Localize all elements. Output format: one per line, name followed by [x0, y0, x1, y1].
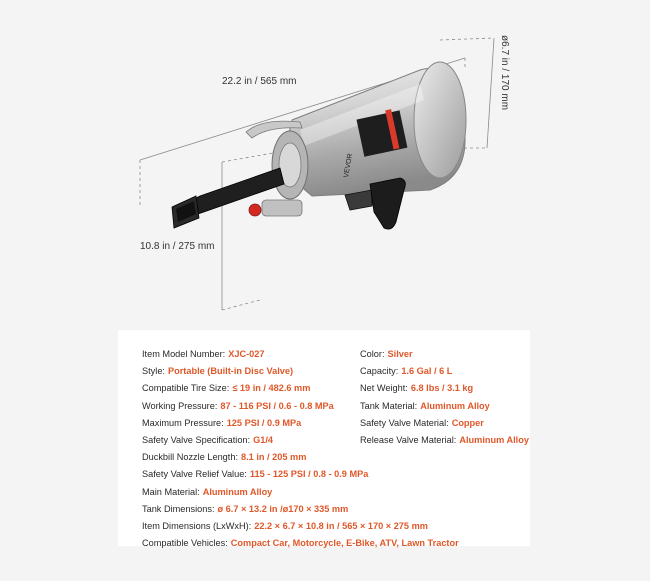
spec-row	[360, 380, 529, 397]
spec-value: Aluminum Alloy	[202, 486, 273, 497]
air-tank	[285, 62, 466, 196]
spec-label: Main Material:	[142, 486, 200, 497]
spec-row	[360, 432, 529, 449]
spec-row	[360, 363, 529, 380]
spec-label: Safety Valve Specification:	[142, 435, 251, 446]
spec-value: 8.1 in / 205 mm	[241, 452, 307, 463]
spec-row	[142, 518, 459, 535]
spec-row	[360, 398, 529, 415]
spec-row	[360, 346, 529, 363]
spec-value: Portable (Built-in Disc Valve)	[167, 366, 294, 377]
spec-label: Safety Valve Relief Value:	[142, 469, 247, 480]
spec-label: Compatible Tire Size:	[142, 383, 230, 394]
spec-row	[142, 466, 459, 483]
spec-value: 1.6 Gal / 6 L	[401, 366, 453, 377]
spec-value: Copper	[451, 417, 484, 428]
spec-row	[142, 535, 459, 552]
spec-value: 87 - 116 PSI / 0.6 - 0.8 MPa	[220, 400, 334, 411]
spec-value: G1/4	[253, 435, 274, 446]
spec-value: Aluminum Alloy	[420, 400, 490, 411]
duckbill-nozzle	[172, 168, 284, 228]
spec-label: Item Dimensions (LxWxH):	[142, 521, 252, 532]
spec-card	[118, 330, 530, 549]
spec-value: Compact Car, Motorcycle, E-Bike, ATV, Lawn Tractor	[230, 538, 459, 549]
spec-label: Duckbill Nozzle Length:	[142, 452, 239, 463]
spec-value: XJC-027	[228, 349, 265, 359]
valve-fitting	[262, 200, 302, 216]
spec-value: 22.2 × 6.7 × 10.8 in / 565 × 170 × 275 mm	[254, 521, 428, 532]
height-tick-bottom	[222, 300, 260, 310]
spec-row	[142, 501, 459, 518]
spec-row	[142, 449, 459, 466]
spec-value: Silver	[387, 349, 413, 359]
spec-label: Tank Material:	[360, 400, 418, 411]
grip-handle	[370, 178, 405, 229]
spec-label: Style:	[142, 366, 165, 377]
spec-label: Net Weight:	[360, 383, 408, 394]
spec-row	[360, 415, 529, 432]
spec-column-right	[360, 346, 529, 449]
diameter-dimension-label: ø6.7 in / 170 mm	[499, 35, 510, 111]
diameter-tick-top	[440, 38, 494, 40]
spec-label: Release Valve Material:	[360, 435, 457, 446]
spec-label: Capacity:	[360, 366, 399, 377]
spec-label: Color:	[360, 349, 385, 359]
spec-label: Compatible Vehicles:	[142, 538, 228, 549]
spec-label: Tank Dimensions:	[142, 503, 215, 514]
tank-end-cap	[414, 62, 466, 178]
spec-label: Safety Valve Material:	[360, 417, 449, 428]
length-dimension-label: 22.2 in / 565 mm	[222, 76, 297, 87]
spec-value: ≤ 19 in / 482.6 mm	[232, 383, 311, 394]
spec-value: 115 - 125 PSI / 0.8 - 0.9 MPa	[249, 469, 369, 480]
spec-row	[142, 484, 459, 501]
spec-value: 125 PSI / 0.9 MPa	[226, 417, 302, 428]
spec-label: Item Model Number:	[142, 349, 226, 359]
diameter-dimension-line	[487, 38, 494, 148]
brand-label: VEVOR	[343, 152, 355, 179]
spec-value: Aluminum Alloy	[459, 435, 529, 446]
spec-label: Maximum Pressure:	[142, 417, 224, 428]
red-valve-knob	[249, 204, 261, 216]
spec-value: 6.8 lbs / 3.1 kg	[410, 383, 474, 394]
valve-assembly	[246, 121, 308, 216]
spec-label: Working Pressure:	[142, 400, 218, 411]
height-dimension-label: 10.8 in / 275 mm	[140, 241, 215, 252]
spec-value: ø 6.7 × 13.2 in /ø170 × 335 mm	[217, 503, 349, 514]
